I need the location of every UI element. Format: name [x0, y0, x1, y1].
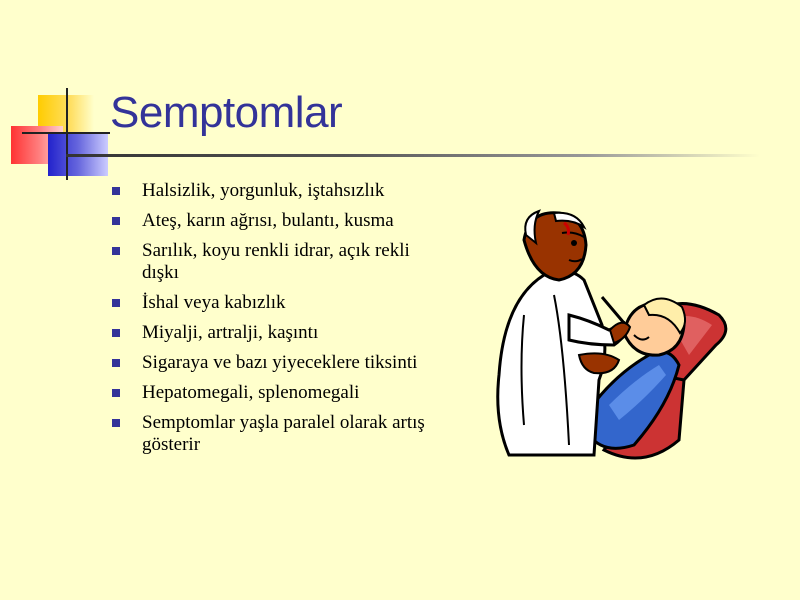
- square-bullet-icon: [112, 329, 120, 337]
- bullet-item: [112, 240, 442, 284]
- bullet-text: Miyalji, artralji, kaşıntı: [142, 322, 319, 343]
- bullet-item: [112, 180, 442, 202]
- title-underline: [66, 154, 760, 157]
- bullet-text: Halsizlik, yorgunluk, iştahsızlık: [142, 180, 385, 201]
- decor-vertical-line: [66, 88, 68, 180]
- square-bullet-icon: [112, 359, 120, 367]
- bullet-text: Sarılık, koyu renkli idrar, açık rekli dışkı: [142, 240, 410, 283]
- bullet-item: [112, 210, 442, 232]
- bullet-item: [112, 322, 442, 344]
- bullet-list: [112, 180, 442, 464]
- square-bullet-icon: [112, 419, 120, 427]
- square-bullet-icon: [112, 299, 120, 307]
- bullet-item: [112, 382, 442, 404]
- square-bullet-icon: [112, 187, 120, 195]
- bullet-text: Sigaraya ve bazı yiyeceklere tiksinti: [142, 352, 418, 373]
- square-bullet-icon: [112, 217, 120, 225]
- bullet-item: [112, 352, 442, 374]
- bullet-text: İshal veya kabızlık: [142, 292, 286, 313]
- bullet-item: [112, 292, 442, 314]
- square-bullet-icon: [112, 389, 120, 397]
- bullet-text: Hepatomegali, splenomegali: [142, 382, 360, 403]
- square-bullet-icon: [112, 247, 120, 255]
- dentist-illustration: [484, 205, 744, 475]
- bullet-text: Ateş, karın ağrısı, bulantı, kusma: [142, 210, 394, 231]
- decor-horizontal-line: [22, 132, 110, 134]
- bullet-text: Semptomlar yaşla paralel olarak artış gösterir: [142, 412, 425, 455]
- slide-title: Semptomlar: [110, 88, 343, 137]
- bullet-item: [112, 412, 442, 456]
